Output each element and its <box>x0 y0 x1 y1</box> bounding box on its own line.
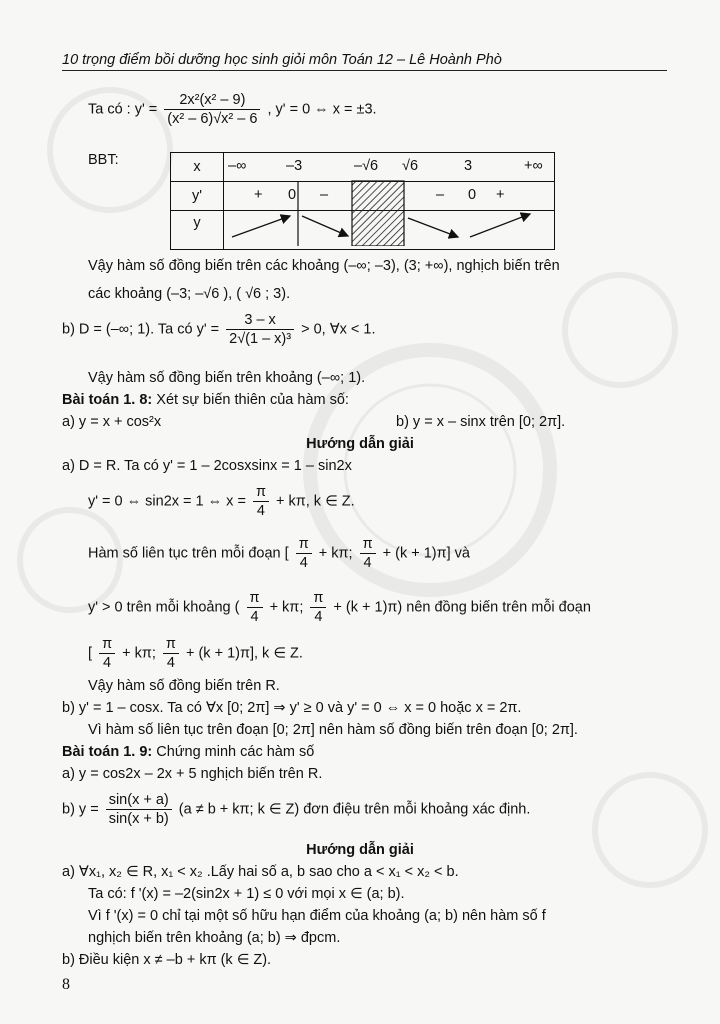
fraction-denominator: 4 <box>360 553 376 571</box>
text-line: b) y = x – sinx trên [0; 2π]. <box>396 414 566 430</box>
tick-label: +∞ <box>524 158 543 174</box>
math-line <box>88 536 470 571</box>
fraction-denominator: 4 <box>253 501 269 519</box>
zero: 0 <box>468 187 477 203</box>
text-line: các khoảng (–3; –√6 ), ( √6 ; 3). <box>88 286 291 302</box>
math-line <box>62 792 530 827</box>
page-number: 8 <box>62 976 70 993</box>
fraction-numerator: π <box>313 590 324 606</box>
fraction-denominator: 2√(1 – x)³ <box>226 329 294 347</box>
text: + kπ; <box>122 645 156 662</box>
decreasing-arrow <box>302 216 348 236</box>
text-line: a) y = cos2x – 2x + 5 nghịch biến trên R. <box>62 766 323 782</box>
fraction-denominator: 4 <box>99 653 115 671</box>
fraction-denominator: 4 <box>163 653 179 671</box>
text: [ <box>88 645 93 662</box>
tick-label: –3 <box>286 158 303 174</box>
page-header: 10 trọng điểm bồi dưỡng học sinh giỏi môn Toán 12 – Lê Hoành Phò <box>62 52 667 71</box>
fraction-numerator: π <box>255 484 266 500</box>
text: (a ≠ b + kπ; k ∈ Z) đơn điệu trên mỗi khoảng xác định. <box>178 801 531 818</box>
fraction-numerator: sin(x + a) <box>108 792 169 808</box>
text-line: b) Điều kiện x ≠ –b + kπ (k ∈ Z). <box>62 952 272 968</box>
decreasing-arrow <box>408 218 458 237</box>
bbt-label: BBT: <box>88 152 119 168</box>
fraction-denominator: sin(x + b) <box>106 809 172 827</box>
fraction-denominator: (x² – 6)√x² – 6 <box>164 109 260 127</box>
text-line: Ta có: f '(x) = –2(sin2x + 1) ≤ 0 với mọi x ∈ (a; b). <box>88 886 405 902</box>
text-line: a) D = R. Ta có y' = 1 – 2cosxsinx = 1 – sin2x <box>62 458 352 474</box>
math-line <box>88 484 355 519</box>
text: + kπ; <box>318 545 353 562</box>
fraction-numerator: π <box>362 536 373 552</box>
math-line <box>88 590 591 625</box>
text: > 0, ∀x < 1. <box>301 321 376 338</box>
sign: + <box>496 187 505 203</box>
sign: + <box>254 187 263 203</box>
text: + (k + 1)π] và <box>382 545 470 562</box>
text: Xét sự biến thiên của hàm số: <box>152 392 349 408</box>
math-line <box>88 636 303 671</box>
text: y' > 0 trên mỗi khoảng ( <box>88 599 240 616</box>
increasing-arrow <box>232 216 290 237</box>
fraction-numerator: π <box>165 636 176 652</box>
table-row-header: x <box>171 153 224 182</box>
problem-heading <box>62 392 349 408</box>
tick-label: –√6 <box>354 158 379 174</box>
fraction-denominator: 4 <box>296 553 312 571</box>
text: + kπ, k ∈ Z. <box>276 493 355 510</box>
text-line: Vậy hàm số đồng biến trên khoảng (–∞; 1). <box>88 370 366 386</box>
fraction-denominator: 4 <box>310 607 326 625</box>
fraction-numerator: 3 – x <box>244 312 276 328</box>
fraction-numerator: π <box>249 590 260 606</box>
table-overlay <box>222 152 554 246</box>
text: , y' = 0 ⇔ x = ±3. <box>267 101 377 118</box>
text-line: nghịch biến trên khoảng (a; b) ⇒ đpcm. <box>88 930 341 946</box>
fraction-numerator: 2x²(x² – 9) <box>179 92 246 108</box>
fraction-numerator: π <box>102 636 113 652</box>
text: b) D = (–∞; 1). Ta có y' = <box>62 321 220 338</box>
text: Ta có : y' = <box>88 101 158 118</box>
table-row-header: y' <box>171 182 224 211</box>
text-line: Vậy hàm số đồng biến trên các khoảng (–∞; –3), (3; +∞), nghịch biến trên <box>88 258 560 274</box>
problem-heading <box>62 744 314 760</box>
text: b) y = <box>62 801 99 818</box>
problem-label: Bài toán 1. 8: <box>62 392 153 408</box>
fraction-numerator: π <box>298 536 309 552</box>
zero: 0 <box>288 187 297 203</box>
text: y' = 0 ⇔ sin2x = 1 ⇔ x = <box>88 493 246 510</box>
undefined-region <box>352 181 404 246</box>
section-heading: Hướng dẫn giải <box>306 436 414 452</box>
text: Hàm số liên tục trên mỗi đoạn [ <box>88 545 289 562</box>
text-line: a) ∀x₁, x₂ ∈ R, x₁ < x₂ .Lấy hai số a, b sao cho a < x₁ < x₂ < b. <box>62 864 459 880</box>
text: + (k + 1)π], k ∈ Z. <box>185 645 303 662</box>
table-row-header: y <box>171 211 224 250</box>
text: Chứng minh các hàm số <box>152 744 315 760</box>
derivative-line <box>88 92 377 127</box>
part-b-line <box>62 312 376 347</box>
text-line: Vì hàm số liên tục trên đoạn [0; 2π] nên hàm số đồng biến trên đoạn [0; 2π]. <box>88 722 578 738</box>
text: + kπ; <box>269 599 304 616</box>
text-line: b) y' = 1 – cosx. Ta có ∀x [0; 2π] ⇒ y' ≥ 0 và y' = 0 ⇔ x = 0 hoặc x = 2π. <box>62 700 522 716</box>
text-line: Vậy hàm số đồng biến trên R. <box>88 678 280 694</box>
problem-label: Bài toán 1. 9: <box>62 744 153 760</box>
tick-label: 3 <box>464 158 473 174</box>
text-line: a) y = x + cos²x <box>62 414 162 430</box>
increasing-arrow <box>470 214 530 237</box>
tick-label: –∞ <box>228 158 247 174</box>
text-line: Vì f '(x) = 0 chỉ tại một số hữu hạn điểm của khoảng (a; b) nên hàm số f <box>88 908 546 924</box>
section-heading: Hướng dẫn giải <box>306 842 414 858</box>
tick-label: √6 <box>402 158 419 174</box>
fraction-denominator: 4 <box>247 607 263 625</box>
sign: – <box>320 187 329 203</box>
text: + (k + 1)π) nên đồng biến trên mỗi đoạn <box>333 599 591 616</box>
sign: – <box>436 187 445 203</box>
